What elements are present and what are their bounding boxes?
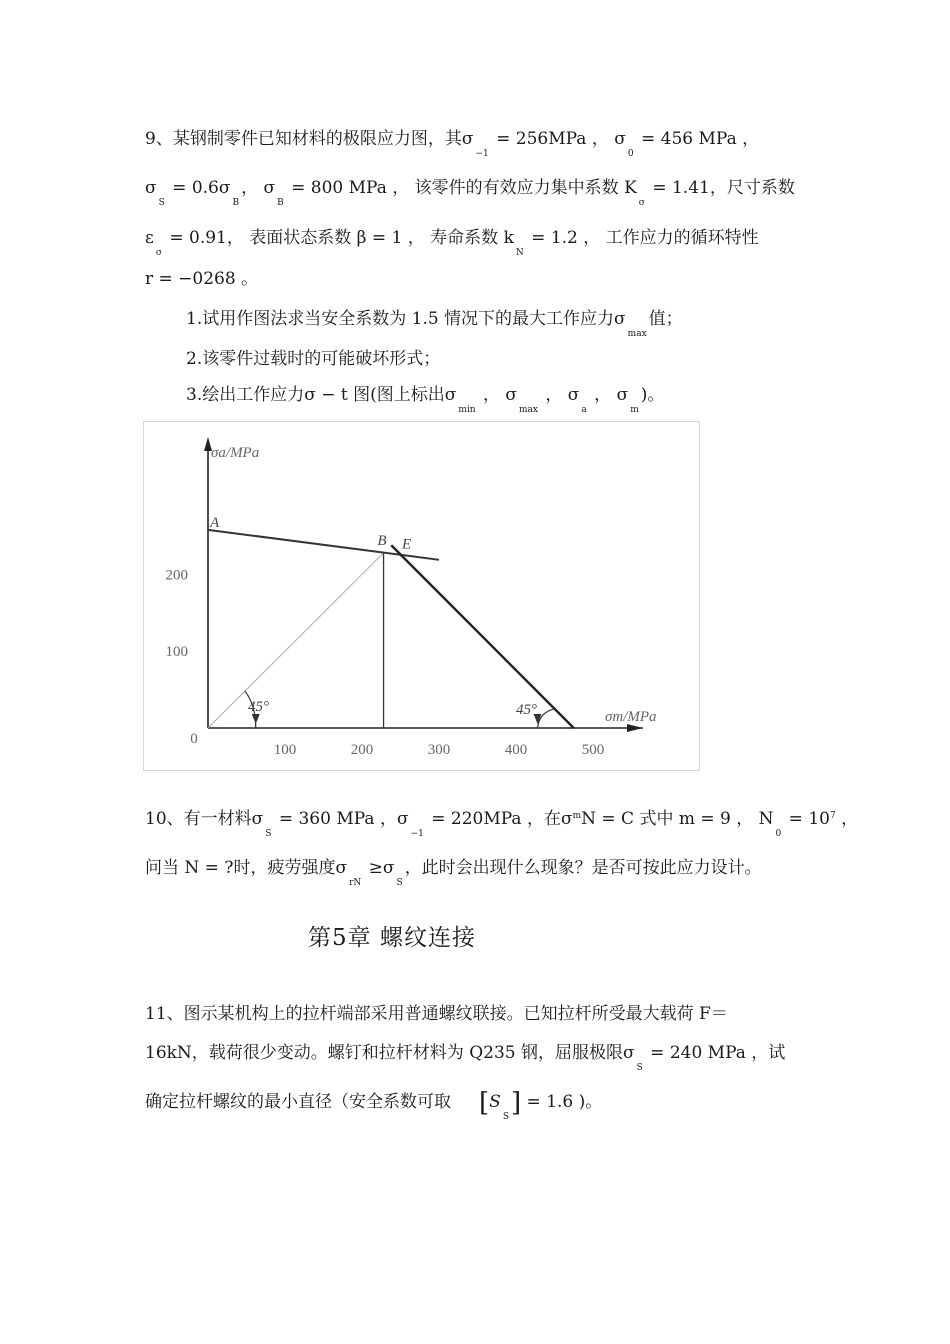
annotation-label: B (377, 533, 387, 550)
q10-line2: 问当 N = ?时，疲劳强度$\sigma_{rN} \ge\sigma_S$，此时会出现什么现象？是否可按此应力设计。 (145, 858, 762, 888)
limit-stress-diagram (143, 421, 700, 771)
x-tick-label: 100 (273, 742, 297, 758)
y-tick-label: 100 (165, 644, 188, 661)
x-tick-label: 400 (504, 742, 528, 758)
q11-line1: 11、图示某机构上的拉杆端部采用普通螺纹联接。已知拉杆所受最大载荷 F＝ (145, 1004, 728, 1024)
x-tick-label: 200 (350, 742, 374, 758)
annotation-label: E (402, 536, 412, 553)
q9-sub2: 2.该零件过载时的可能破坏形式； (186, 349, 441, 369)
q9-line2: $\sigma_S = 0.6\sigma_B$， $\sigma_B = 800$ MPa ， 该零件的有效应力集中系数 $K_\sigma = 1.41$，尺寸系数 (145, 178, 795, 208)
y-tick-label: 200 (165, 567, 188, 584)
q9-line4: r = −0268 。 (145, 269, 259, 289)
y-axis-title: σa/MPa (211, 445, 260, 461)
q9-sub3: 3.绘出工作应力σ − t 图(图上标出$\sigma_{min}$ ， $\sigma_{max}$ ， $\sigma_a$ ， $\sigma_m$)。 (186, 385, 665, 415)
annotation-label: 45° (516, 702, 537, 719)
annotation-label: A (210, 514, 220, 531)
diagram-svg (143, 421, 700, 771)
annotation-label: 45° (248, 699, 270, 716)
x-tick-label: 0 (190, 731, 198, 747)
x-axis-title: σm/MPa (605, 709, 657, 725)
q11-line3: 确定拉杆螺纹的最小直径（安全系数可取 $[S_S] = 1.6$ )。 (145, 1088, 603, 1122)
x-tick-label: 300 (427, 742, 451, 758)
q10-line1: 10、有一材料$\sigma_S = 360$ MPa ，$\sigma_{-1} = 220MPa$ ，在$\sigma^mN = C$ 式中 m = 9 ， $N_0 = 10^7$ ， (145, 809, 859, 839)
chapter-heading: 第5章 螺纹连接 (308, 925, 476, 951)
q9-line3: $\varepsilon_\sigma = 0.91$， 表面状态系数 β = 1 ， 寿命系数 $k_N = 1.2$ ， 工作应力的循环特性 (145, 228, 759, 258)
x-tick-label: 500 (581, 742, 605, 758)
q9-sub1: 1.试用作图法求当安全系数为 1.5 情况下的最大工作应力$\sigma_{max}$值； (186, 309, 683, 339)
q11-line2: 16kN，载荷很少变动。螺钉和拉杆材料为 Q235 钢，屈服极限$\sigma_S = 240$ MPa ，试 (145, 1043, 786, 1073)
q9-line1: 9、某钢制零件已知材料的极限应力图，其$\sigma_{-1} = 256MPa$ ， $\sigma_0 = 456$ MPa ， (145, 129, 760, 159)
